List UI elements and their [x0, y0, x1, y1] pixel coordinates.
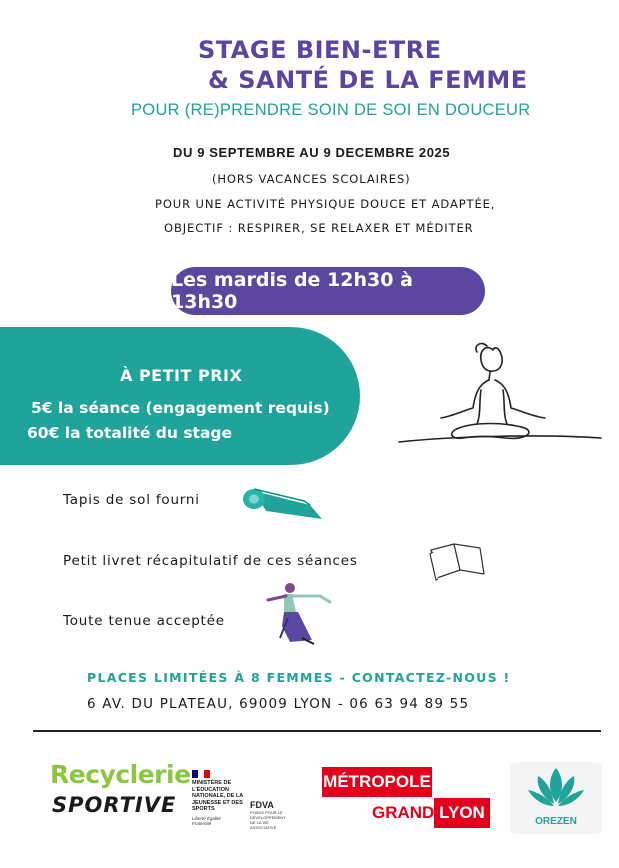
pricing-line2: 60€ la totalité du stage — [27, 424, 233, 442]
feature-outfit-label: Toute tenue acceptée — [63, 613, 225, 629]
orezen-label: OREZEN — [535, 816, 577, 827]
schedule-pill: Les mardis de 12h30 à 13h30 — [171, 267, 485, 315]
metropole-grand: GRAND — [372, 803, 435, 822]
page-subtitle: POUR (RE)PRENDRE SOIN DE SOI EN DOUCEUR — [131, 101, 531, 119]
meditation-woman-icon — [395, 338, 605, 450]
recyclerie-logo-top: Recyclerie — [50, 760, 191, 789]
metropole-lyon: LYON — [434, 798, 490, 828]
pricing-box — [0, 327, 360, 465]
orezen-logo — [510, 762, 602, 834]
pricing-heading: À PETIT PRIX — [120, 366, 243, 385]
feature-mat-label: Tapis de sol fourni — [63, 492, 200, 508]
ministere-name: MINISTÈRE DE L'ÉDUCATION NATIONALE, DE LA JEUNESSE ET DES SPORTS — [192, 780, 244, 812]
page-title-line2: & SANTÉ DE LA FEMME — [208, 66, 528, 94]
ministere-logo — [188, 770, 288, 832]
fdva-sub: FONDS POUR LE DÉVELOPPEMENT DE LA VIE ASSOCIATIVE — [250, 810, 286, 830]
holidays-text: (HORS VACANCES SCOLAIRES) — [212, 172, 411, 186]
dates-text: DU 9 SEPTEMBRE AU 9 DECEMBRE 2025 — [173, 145, 451, 160]
activity-text: POUR UNE ACTIVITÉ PHYSIQUE DOUCE ET ADAPTÉE, — [155, 197, 496, 211]
fdva-label: FDVA — [250, 800, 274, 810]
metropole-logo — [322, 767, 490, 827]
places-limited-text: PLACES LIMITÉES À 8 FEMMES - CONTACTEZ-NOUS ! — [87, 670, 511, 685]
yoga-mat-icon — [240, 483, 324, 523]
address-text: 6 AV. DU PLATEAU, 69009 LYON - 06 63 94 89 55 — [87, 696, 470, 712]
feature-booklet-label: Petit livret récapitulatif de ces séances — [63, 553, 358, 569]
page-title-line1: STAGE BIEN-ETRE — [198, 36, 442, 64]
pricing-line1: 5€ la séance (engagement requis) — [31, 399, 330, 417]
ministere-devise: Liberté Égalité Fraternité — [192, 816, 221, 826]
objective-text: OBJECTIF : RESPIRER, SE RELAXER ET MÉDITER — [164, 221, 474, 235]
lotus-icon — [526, 766, 586, 810]
dancer-icon — [262, 578, 338, 646]
metropole-top: MÉTROPOLE — [322, 767, 432, 797]
french-flag-icon — [192, 770, 210, 778]
recyclerie-logo-bottom: SPORTIVE — [52, 793, 177, 817]
recyclerie-logo — [48, 760, 191, 826]
booklet-icon — [428, 540, 488, 582]
footer-divider — [33, 730, 601, 732]
